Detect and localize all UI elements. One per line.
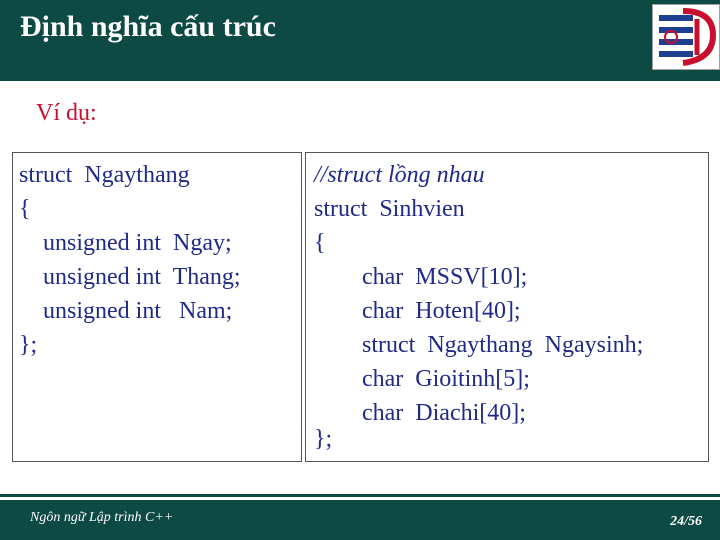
- slide-title: Định nghĩa cấu trúc: [20, 10, 276, 43]
- code-comment: //struct lồng nhau: [314, 162, 485, 188]
- code-line: char Gioitinh[5];: [314, 366, 530, 392]
- code-line: {: [314, 230, 326, 256]
- page-number: 24/56: [670, 514, 702, 529]
- university-logo-icon: [652, 4, 720, 70]
- code-line: unsigned int Nam;: [19, 298, 233, 324]
- code-line: unsigned int Ngay;: [19, 230, 232, 256]
- code-line: {: [19, 196, 31, 222]
- code-line: };: [314, 426, 333, 452]
- footer-divider: [0, 494, 720, 497]
- title-divider: [0, 78, 720, 81]
- code-line: unsigned int Thang;: [19, 264, 241, 290]
- code-line: struct Sinhvien: [314, 196, 465, 222]
- code-line: };: [19, 332, 38, 358]
- footer-course-name: Ngôn ngữ Lập trình C++: [30, 510, 174, 525]
- code-line: char Diachi[40];: [314, 400, 526, 426]
- code-line: struct Ngaythang: [19, 162, 190, 188]
- code-line: struct Ngaythang Ngaysinh;: [314, 332, 644, 358]
- code-box-ngaythang: [12, 152, 302, 462]
- code-line: char MSSV[10];: [314, 264, 528, 290]
- code-line: char Hoten[40];: [314, 298, 521, 324]
- example-label: Ví dụ:: [36, 100, 97, 126]
- code-box-sinhvien: [305, 152, 709, 462]
